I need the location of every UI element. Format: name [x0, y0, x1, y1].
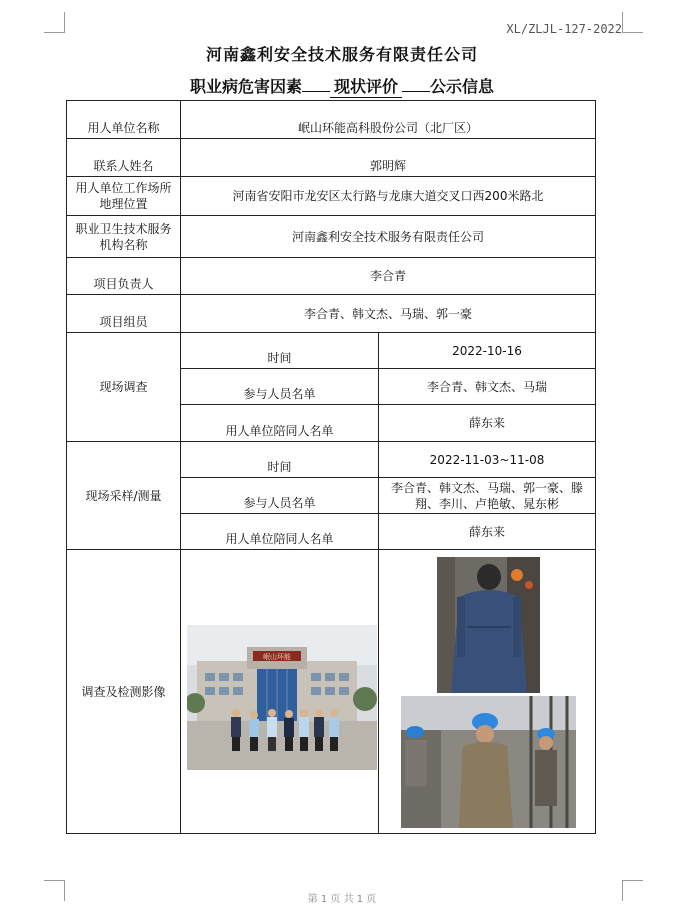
- page-footer: 第 1 页 共 1 页: [307, 894, 377, 905]
- contact-name-value: 郭明辉: [181, 139, 596, 177]
- document-subtitle: [0, 74, 684, 98]
- site-sampling-label: 现场采样/测量: [67, 442, 181, 550]
- project-team-label: 项目组员: [67, 295, 181, 333]
- site-survey-time-value: 2022-10-16: [379, 333, 596, 369]
- images-label: 调查及检测影像: [67, 550, 181, 834]
- service-org-value: 河南鑫利安全技术服务有限责任公司: [181, 216, 596, 258]
- project-team-value: 李合青、韩文杰、马瑞、郭一豪: [181, 295, 596, 333]
- company-title: 河南鑫利安全技术服务有限责任公司: [205, 45, 478, 64]
- crop-mark-top-left: [44, 12, 65, 33]
- site-survey-escort-label: 用人单位陪同人名单: [181, 405, 379, 442]
- crop-mark-top-right: [622, 12, 643, 33]
- site-sampling-participants-label: 参与人员名单: [181, 478, 379, 514]
- document-number: XL/ZLJL-127-2022: [506, 22, 622, 36]
- subtitle-underline-gap: [402, 91, 430, 92]
- table-row: [67, 216, 596, 258]
- table-row: [67, 442, 596, 478]
- site-sampling-time-value: 2022-11-03~11-08: [379, 442, 596, 478]
- table-row: [67, 333, 596, 369]
- workers-photo-helmets: [401, 696, 576, 828]
- site-sampling-escort-value: 薛东来: [379, 514, 596, 550]
- site-sampling-time-label: 时间: [181, 442, 379, 478]
- subtitle-underline-gap: [302, 91, 330, 92]
- subtitle-part3: 公示信息: [430, 77, 495, 96]
- service-org-label: 职业卫生技术服务机构名称: [67, 216, 181, 258]
- table-row: [67, 139, 596, 177]
- table-row: [67, 101, 596, 139]
- site-survey-participants-value: 李合青、韩文杰、马瑞: [379, 369, 596, 405]
- table-row: [67, 177, 596, 216]
- project-lead-value: 李合青: [181, 258, 596, 295]
- project-lead-label: 项目负责人: [67, 258, 181, 295]
- team-photo-building: [187, 625, 377, 770]
- site-sampling-participants-value: 李合青、韩文杰、马瑞、郭一豪、滕翔、李川、卢艳敏、晁东彬: [379, 478, 596, 514]
- site-survey-escort-value: 薛东来: [379, 405, 596, 442]
- workplace-label: 用人单位工作场所地理位置: [67, 177, 181, 216]
- table-row: [67, 295, 596, 333]
- site-survey-time-label: 时间: [181, 333, 379, 369]
- table-row: [67, 258, 596, 295]
- employer-name-label: 用人单位名称: [67, 101, 181, 139]
- workplace-value: 河南省安阳市龙安区太行路与龙康大道交叉口西200米路北: [181, 177, 596, 216]
- site-sampling-escort-label: 用人单位陪同人名单: [181, 514, 379, 550]
- subtitle-part2: 现状评价: [330, 74, 402, 98]
- building-sign-text: 岷山环能: [263, 653, 291, 661]
- contact-name-label: 联系人姓名: [67, 139, 181, 177]
- worker-photo-back: [437, 557, 540, 693]
- employer-name-value: 岷山环能高科股份公司（北厂区）: [181, 101, 596, 139]
- site-survey-label: 现场调查: [67, 333, 181, 442]
- site-survey-participants-label: 参与人员名单: [181, 369, 379, 405]
- subtitle-part1: 职业病危害因素: [189, 77, 302, 96]
